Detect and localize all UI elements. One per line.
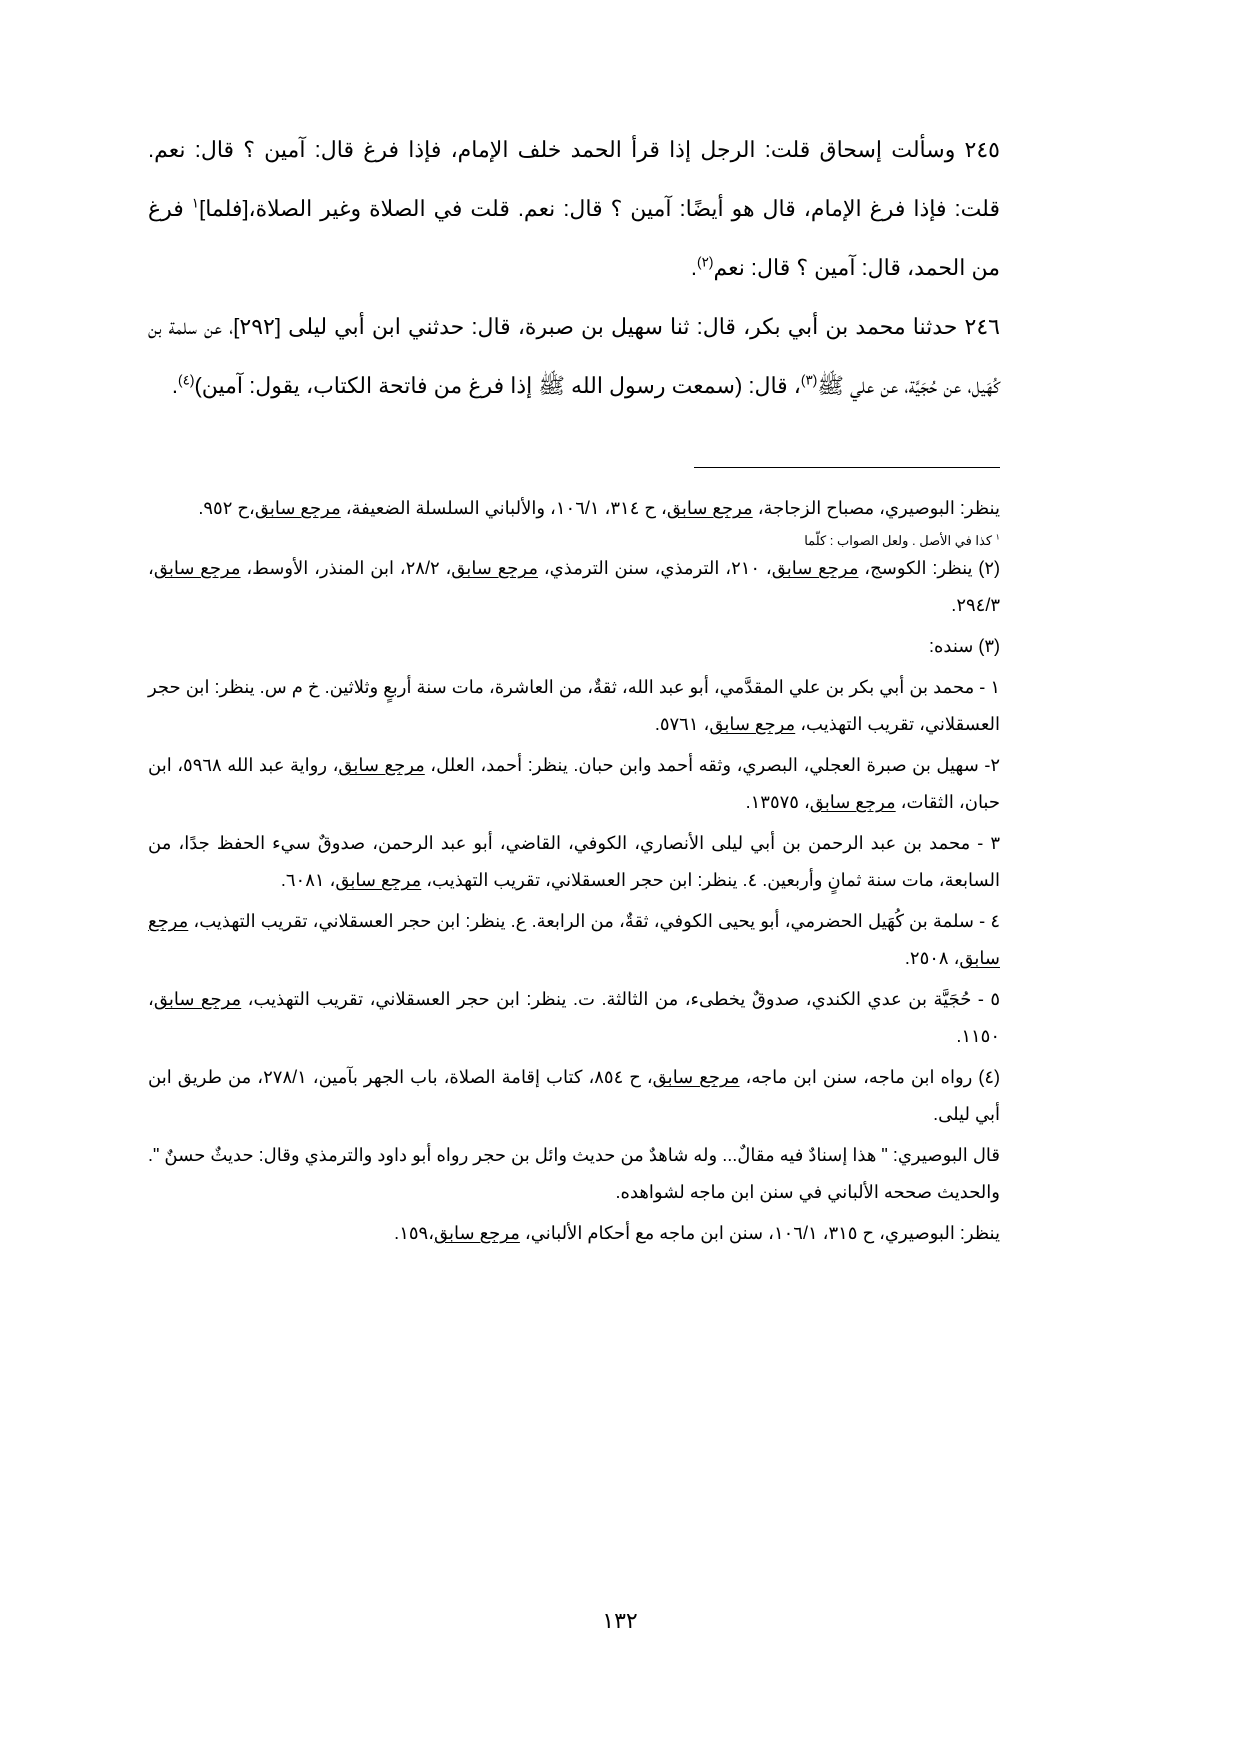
narrator-2 <box>148 747 1000 821</box>
footnote-text: ٥ - حُجَيَّة بن عدي الكندي، صدوقٌ يخطىء، من الثالثة. ت. ينظر: ابن حجر العسقلاني، تقريب التهذيب، <box>241 989 1000 1009</box>
footnote-text: ، ٥٧٦١. <box>654 714 710 734</box>
footnote-text: ،١٥٩. <box>394 1223 435 1243</box>
footnote-4-reference <box>148 1215 1000 1252</box>
narrator-4 <box>148 903 1000 977</box>
footnote-text: ، ح ٣١٤، ١٠٦/١، والألباني السلسلة الضعيفة، <box>340 498 667 518</box>
footnote-ref[interactable]: (٤) <box>178 372 195 388</box>
reference-link: مرجع سابق <box>148 911 1000 968</box>
narrator-3 <box>148 825 1000 899</box>
text-line: ، قال: (سمعت رسول الله ﷺ إذا فرغ من فاتحة <box>378 373 801 398</box>
footnote-continuation <box>148 490 1000 527</box>
text-line: قلت: فإذا فرغ الإمام، قال هو أيضًا: آمين ؟ قال: نعم. قلت في الصلاة وغير الصلاة،[فلما] <box>199 196 1000 221</box>
footnote-1 <box>148 531 1000 550</box>
reference-link: مرجع سابق <box>254 498 341 518</box>
footnote-text: ١ - محمد بن أبي بكر بن علي المقدَّمي، أبو عبد الله، ثقةٌ، من العاشرة، مات سنة أربعٍ وثلاثين. خ م س. ينظر: ابن حجر العسقلاني، تقريب التهذيب، <box>148 677 1000 734</box>
footnote-3-heading: (٣) سنده: <box>928 636 1000 656</box>
footnote-text: ٤ - سلمة بن كُهَيل الحضرمي، أبو يحيى الكوفي، ثقةٌ، من الرابعة. ع. ينظر: ابن حجر العسقلاني، تقريب التهذيب، <box>188 911 1000 931</box>
reference-link: مرجع سابق <box>338 755 425 775</box>
footnote-ref[interactable]: (٣) <box>800 372 818 388</box>
punctuation: . <box>690 255 698 280</box>
footnotes <box>148 490 1000 1252</box>
footnote-ref[interactable]: (٢) <box>697 254 714 270</box>
reference-link: مرجع سابق <box>771 558 859 578</box>
reference-link: مرجع سابق <box>709 714 796 734</box>
text-line: فرغ من الحمد، قال: آمين ؟ قال: نعم <box>148 196 1000 280</box>
footnote-text: ، ٢٨/٢، ابن المنذر، الأوسط، <box>240 558 452 578</box>
footnote-text: ٢- سهيل بن صبرة العجلي، البصري، وثقه أحمد وابن حبان. ينظر: أحمد، العلل، <box>424 755 1000 775</box>
footnote-text: ، ٢١٠، الترمذي، سنن الترمذي، <box>538 558 772 578</box>
paragraph-246 <box>148 297 1000 415</box>
footnote-text: كذا في الأصل . ولعل الصواب : كلّما <box>804 533 996 548</box>
footnote-number: ١ <box>995 532 1000 542</box>
footnote-2 <box>148 550 1000 624</box>
footnote-ref[interactable]: ١ <box>191 195 200 211</box>
footnote-text: ، ٦٠٨١. <box>280 870 336 890</box>
page-number: ١٣٢ <box>602 1608 638 1633</box>
footnote-separator <box>694 467 1000 468</box>
footnote-text: ، ح ٨٥٤، كتاب إقامة الصلاة، باب الجهر بآمين، ٢٧٨/١، من طريق ابن أبي ليلى. <box>148 1067 1000 1124</box>
reference-link: مرجع سابق <box>809 792 896 812</box>
paragraph-245 <box>148 120 1000 297</box>
narrator-1 <box>148 669 1000 743</box>
main-text <box>148 120 1000 415</box>
footnote-text: ، ١١٥٠. <box>148 989 1000 1046</box>
footnote-text: ،ح ٩٥٢. <box>198 498 255 518</box>
footnote-text: ، ٢٥٠٨. <box>904 948 960 968</box>
footnote-text: ينظر: البوصيري، مصباح الزجاجة، <box>752 498 1000 518</box>
text-line: ٢٤٦ حدثنا محمد بن أبي بكر، قال: ثنا سهيل بن صبرة، قال: حدثني ابن أبي ليلى [٢٩٢]، <box>229 314 1000 339</box>
reference-link: مرجع سابق <box>451 558 539 578</box>
footnote-text: (٤) رواه ابن ماجه، سنن ابن ماجه، <box>739 1067 1000 1087</box>
footnote-text: ، رواية عبد الله ٥٩٦٨، ابن حبان، الثقات، <box>148 755 1000 812</box>
footnote-text: ، ١٣٥٧٥. <box>745 792 810 812</box>
footnote-text: (٢) ينظر: الكوسج، <box>858 558 1001 578</box>
text-line: الكتاب، يقول: آمين) <box>194 373 373 398</box>
footnote-4-quote: قال البوصيري: " هذا إسنادٌ فيه مقالٌ... وله شاهدٌ من حديث وائل بن حجر رواه أبو داود والترمذي وقال: حديثٌ حسنٌ ". والحديث صححه الألباني في سنن ابن ماجه لشواهده. <box>148 1145 1000 1202</box>
reference-link: مرجع سابق <box>335 870 422 890</box>
text-line: عن سلمة بن كُهَيل، عن حُجَيَّة، عن علي ﷺ <box>148 314 1000 398</box>
reference-link: مرجع سابق <box>434 1223 520 1243</box>
footnote-text: ٣ - محمد بن عبد الرحمن بن أبي ليلى الأنصاري، الكوفي، القاضي، أبو عبد الرحمن، صدوقٌ سيء الحفظ جدًا، من السابعة، مات سنة ثمانٍ وأربعين. ٤. ينظر: ابن حجر العسقلاني، تقريب التهذيب، <box>148 833 1000 890</box>
reference-link: مرجع سابق <box>153 989 242 1009</box>
document-page <box>148 120 1000 1720</box>
narrator-5 <box>148 981 1000 1055</box>
punctuation: . <box>171 373 179 398</box>
reference-link: مرجع سابق <box>666 498 753 518</box>
reference-link: مرجع سابق <box>153 558 241 578</box>
footnote-4 <box>148 1059 1000 1133</box>
text-line: ٢٤٥ وسألت إسحاق قلت: الرجل إذا قرأ الحمد خلف الإمام، فإذا فرغ قال: آمين ؟ قال: نعم. <box>148 137 1000 162</box>
footnote-text: ينظر: البوصيري، ح ٣١٥، ١٠٦/١، سنن ابن ماجه مع أحكام الألباني، <box>519 1223 1000 1243</box>
footnote-text: ، ٢٩٤/٣. <box>148 558 1000 615</box>
reference-link: مرجع سابق <box>652 1067 740 1087</box>
